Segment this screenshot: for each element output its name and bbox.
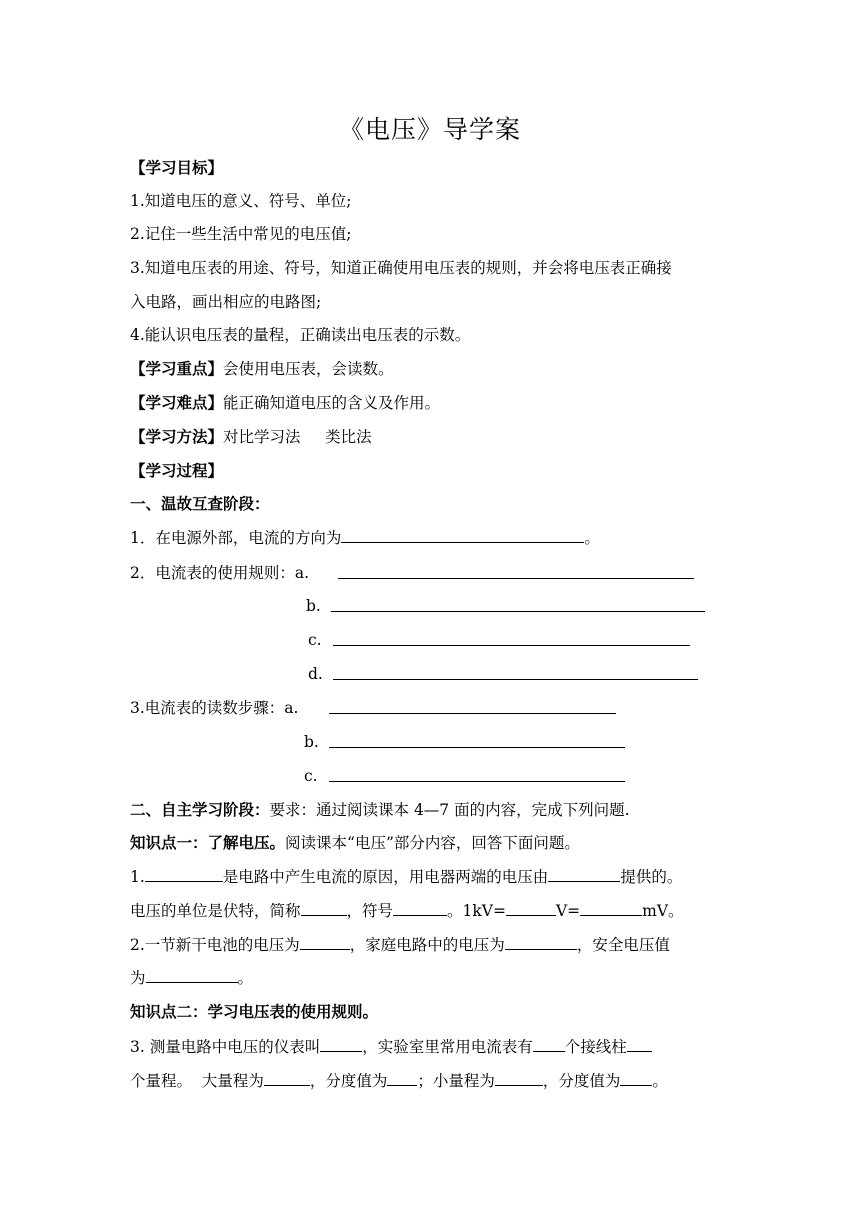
knowledge-point-1 <box>130 832 580 854</box>
q3-item-c: c. <box>304 767 318 785</box>
kp1-text: 阅读课本“电压”部分内容，回答下面问题。 <box>285 834 580 852</box>
knowledge-point-2: 知识点二：学习电压表的使用规则。 <box>130 1002 379 1021</box>
goals-header: 【学习目标】 <box>130 158 224 177</box>
q3-item-b: b. <box>304 733 319 751</box>
q1-suffix: 。 <box>584 529 600 547</box>
section1-title: 一、温故互查阶段： <box>130 494 270 513</box>
text-fragment: 提供的。 <box>620 868 683 886</box>
difficulties-line <box>130 392 440 414</box>
goal-item: 1.知道电压的意义、符号、单位; <box>130 192 352 210</box>
review-question-2 <box>130 562 309 584</box>
answer-blank[interactable] <box>505 934 577 950</box>
answer-line-2d[interactable] <box>333 679 698 680</box>
answer-blank[interactable] <box>627 1036 652 1052</box>
key-points-label: 【学习重点】 <box>130 359 224 378</box>
text-fragment: 。1kV= <box>447 902 506 920</box>
text-fragment: 。 <box>237 969 254 987</box>
goal-item: 2.记住一些生活中常见的电压值; <box>130 225 352 243</box>
q3-prefix: 3.电流表的读数步骤：a. <box>130 699 299 717</box>
answer-blank[interactable] <box>387 1070 417 1086</box>
section2-title-line <box>130 799 630 821</box>
answer-blank[interactable] <box>300 934 350 950</box>
kp1-label: 知识点一：了解电压。 <box>130 833 286 852</box>
answer-blank[interactable] <box>620 1070 652 1086</box>
process-header: 【学习过程】 <box>130 461 224 480</box>
section2-title: 二、自主学习阶段： <box>130 800 270 819</box>
answer-blank[interactable] <box>301 900 347 916</box>
section2-requirement: 要求：通过阅读课本 4—7 面的内容，完成下列问题. <box>269 801 630 819</box>
review-question-1 <box>130 527 600 549</box>
answer-blank[interactable] <box>548 866 620 882</box>
kp1-question-1 <box>130 866 682 888</box>
key-points-line <box>130 358 394 380</box>
text-fragment: 是电路中产生电流的原因，用电器两端的电压由 <box>222 868 549 886</box>
difficulties-text: 能正确知道电压的含义及作用。 <box>223 394 441 412</box>
answer-line-2c[interactable] <box>333 645 690 646</box>
methods-line <box>130 426 372 448</box>
text-fragment: 。 <box>652 1072 668 1090</box>
kp1-question-2 <box>130 934 670 956</box>
text-fragment: 3. 测量电路中电压的仪表叫 <box>130 1038 321 1056</box>
answer-blank[interactable] <box>341 527 584 543</box>
answer-blank[interactable] <box>393 900 447 916</box>
answer-blank[interactable] <box>320 1036 362 1052</box>
methods-text: 对比学习法 类比法 <box>223 428 372 446</box>
text-fragment: ，安全电压值 <box>576 936 670 954</box>
text-fragment: 为 <box>130 969 146 987</box>
answer-line-3c[interactable] <box>329 781 625 782</box>
page-title: 《电压》导学案 <box>338 115 521 144</box>
text-fragment: ，家庭电路中的电压为 <box>349 936 505 954</box>
q1-prefix: 1．在电源外部，电流的方向为 <box>130 529 342 547</box>
q2-item-c: c. <box>308 631 322 649</box>
methods-label: 【学习方法】 <box>130 427 224 446</box>
text-fragment: ；小量程为 <box>417 1072 495 1090</box>
kp1-question-2-line2 <box>130 967 253 989</box>
key-points-text: 会使用电压表，会读数。 <box>223 360 394 378</box>
text-fragment: ，分度值为 <box>309 1072 388 1090</box>
review-question-3 <box>130 697 298 719</box>
kp2-question-3-line2 <box>130 1070 668 1092</box>
q2-prefix: 2．电流表的使用规则：a. <box>130 564 310 582</box>
q2-item-d: d. <box>308 665 323 683</box>
text-fragment: 2.一节新干电池的电压为 <box>130 936 300 954</box>
goal-item: 3.知道电压表的用途、符号，知道正确使用电压表的规则，并会将电压表正确接 <box>130 259 672 277</box>
answer-blank[interactable] <box>264 1070 310 1086</box>
text-fragment: ，分度值为 <box>542 1072 621 1090</box>
text-fragment: V= <box>555 902 581 920</box>
answer-blank[interactable] <box>533 1036 565 1052</box>
text-fragment: 1. <box>130 868 145 886</box>
goal-item: 4.能认识电压表的量程，正确读出电压表的示数。 <box>130 326 471 344</box>
kp1-question-1-line2 <box>130 900 684 922</box>
answer-line-2b[interactable] <box>331 611 705 612</box>
answer-blank[interactable] <box>146 967 238 983</box>
goal-item: 入电路，画出相应的电路图; <box>130 293 322 311</box>
text-fragment: 个接线柱 <box>564 1038 627 1056</box>
answer-line-3a[interactable] <box>329 713 616 714</box>
kp2-question-3 <box>130 1036 652 1058</box>
answer-blank[interactable] <box>145 866 223 882</box>
q2-item-b: b. <box>306 597 321 615</box>
difficulties-label: 【学习难点】 <box>130 393 224 412</box>
text-fragment: 个量程。 大量程为 <box>130 1072 264 1090</box>
answer-line-3b[interactable] <box>329 747 625 748</box>
answer-blank[interactable] <box>580 900 642 916</box>
answer-line-2a[interactable] <box>338 578 694 579</box>
text-fragment: ，实验室里常用电流表有 <box>362 1038 533 1056</box>
text-fragment: mV。 <box>642 902 684 920</box>
text-fragment: 电压的单位是伏特，简称 <box>130 902 301 920</box>
answer-blank[interactable] <box>495 1070 543 1086</box>
text-fragment: ，符号 <box>346 902 394 920</box>
answer-blank[interactable] <box>506 900 556 916</box>
